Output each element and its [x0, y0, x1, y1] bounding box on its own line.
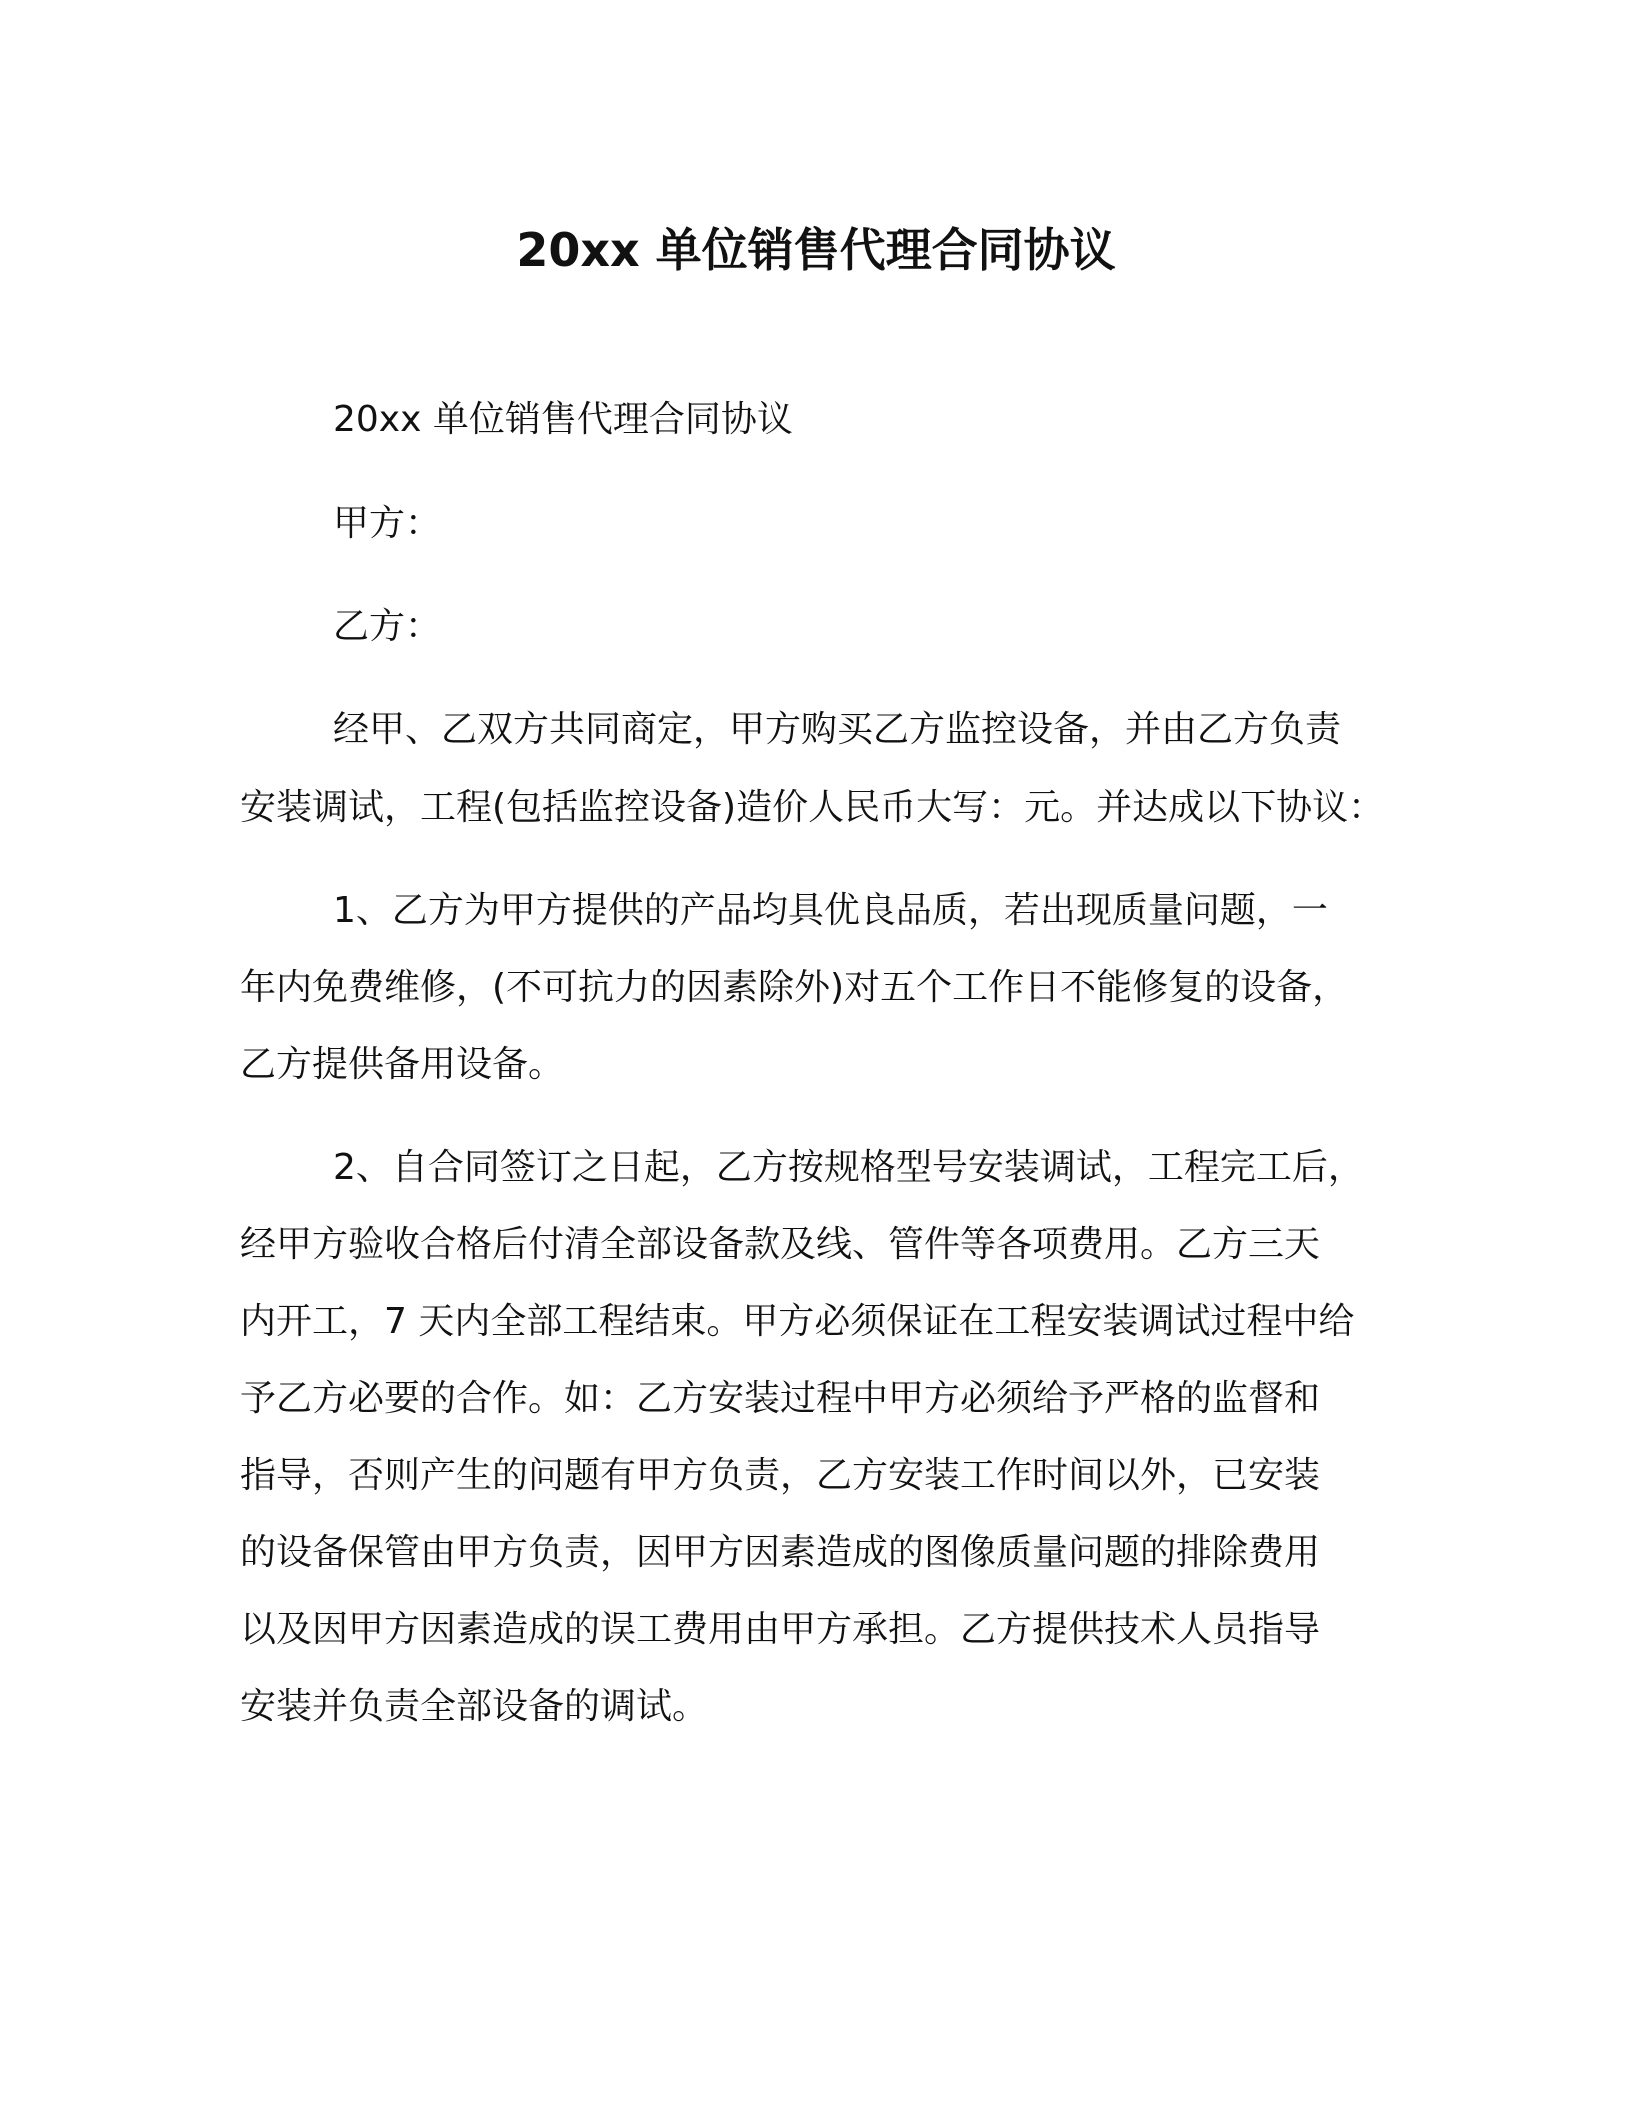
paragraph-line: 的设备保管由甲方负责，因甲方因素造成的图像质量问题的排除费用	[240, 1532, 1321, 1573]
paragraph-line: 安装并负责全部设备的调试。	[240, 1686, 709, 1727]
paragraph-line: 乙方提供备用设备。	[240, 1044, 565, 1085]
paragraph-line: 予乙方必要的合作。如：乙方安装过程中甲方必须给予严格的监督和	[240, 1378, 1321, 1419]
paragraph-line: 1、乙方为甲方提供的产品均具优良品质，若出现质量问题，一	[333, 890, 1328, 931]
paragraph-line: 年内免费维修，(不可抗力的因素除外)对五个工作日不能修复的设备，	[240, 967, 1349, 1008]
paragraph-line: 以及因甲方因素造成的误工费用由甲方承担。乙方提供技术人员指导	[240, 1609, 1321, 1650]
paragraph-line: 经甲、乙双方共同商定，甲方购买乙方监控设备，并由乙方负责	[333, 709, 1342, 750]
paragraph-line: 内开工，7 天内全部工程结束。甲方必须保证在工程安装调试过程中给	[240, 1301, 1355, 1342]
party-b-label: 乙方：	[333, 606, 442, 647]
party-a-label: 甲方：	[333, 503, 442, 544]
paragraph-line: 安装调试，工程(包括监控设备)造价人民币大写：元。并达成以下协议：	[240, 787, 1385, 828]
paragraph-line: 经甲方验收合格后付清全部设备款及线、管件等各项费用。乙方三天	[240, 1224, 1321, 1265]
paragraph-line: 2、自合同签订之日起，乙方按规格型号安装调试，工程完工后，	[333, 1147, 1364, 1188]
paragraph-line: 指导，否则产生的问题有甲方负责，乙方安装工作时间以外，已安装	[240, 1455, 1321, 1496]
document-subtitle: 20xx 单位销售代理合同协议	[333, 399, 793, 440]
document-title: 20xx 单位销售代理合同协议	[516, 223, 1116, 277]
